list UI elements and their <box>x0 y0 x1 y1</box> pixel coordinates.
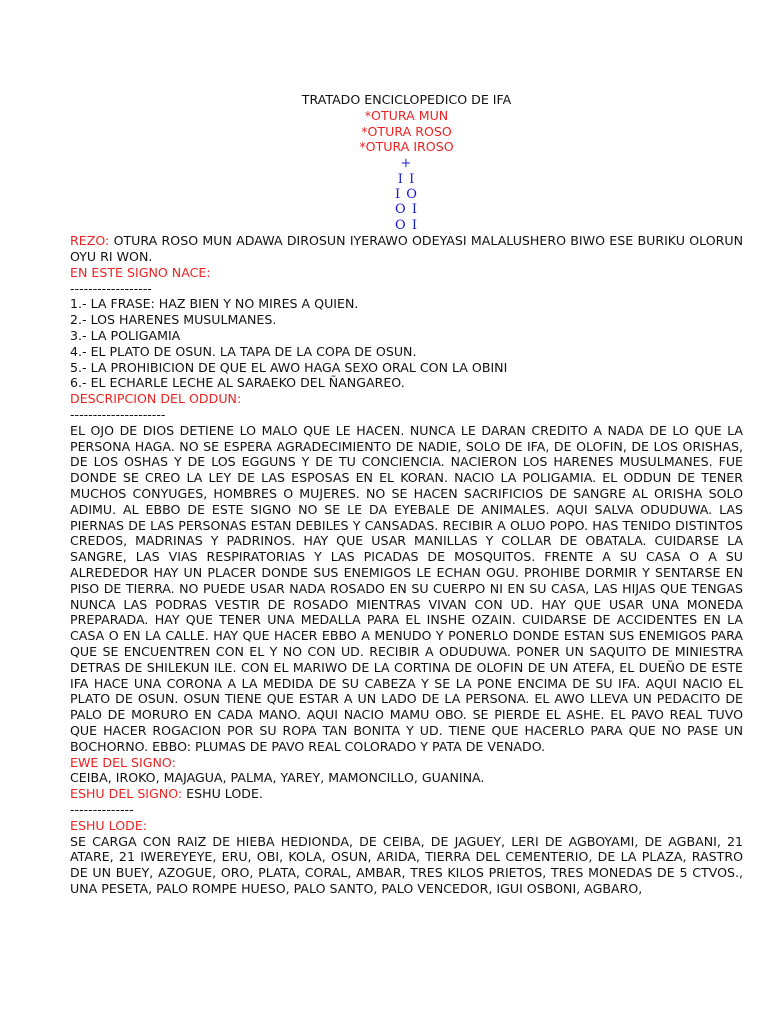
list-item: 6.- EL ECHARLE LECHE AL SARAEKO DEL ÑANGAREO. <box>70 375 405 391</box>
list-item: 2.- LOS HARENES MUSULMANES. <box>70 312 277 328</box>
nace-label: EN ESTE SIGNO NACE: <box>70 264 211 280</box>
descripcion-label: DESCRIPCION DEL ODDUN: <box>70 391 242 407</box>
eshu-signo-text: ESHU LODE. <box>186 786 263 802</box>
odu-figure-row-2: I O <box>395 187 418 202</box>
eshu-signo-section <box>70 786 743 818</box>
rezo-text: OTURA ROSO MUN ADAWA DIROSUN IYERAWO ODEYASI MALALUSHERO BIWO ESE BURIKU OLORUN OYU RI WON. <box>70 233 743 265</box>
odu-name-1: *OTURA MUN <box>364 107 449 123</box>
document-title: TRATADO ENCICLOPEDICO DE IFA <box>301 92 512 107</box>
odu-figure-mark: + <box>400 156 413 172</box>
nace-section <box>70 265 743 391</box>
descripcion-section <box>70 391 743 754</box>
odu-figure-row-1: I I <box>397 171 416 187</box>
descripcion-text: EL OJO DE DIOS DETIENE LO MALO QUE LE HACEN. NUNCA LE DARAN CREDITO A NADA DE LO QUE LA PERSONA HAGA. NO SE ESPERA AGRADECIMIENTO DE NADIE, SOLO DE IFA, DE OLOFIN, DE LOS ORISHAS, DE LOS OSHAS Y DE LOS EGGUNS Y DE TU CONCIENCIA. NACIERON LOS HARENES MUSULMANES. FUE DONDE SE CREO LA LEY DE LAS ESPOSAS EN EL KORAN. NACIO LA POLIGAMIA. EL ODDUN DE TENER MUCHOS CONYUGES, HOMBRES O MUJERES. NO SE HACEN SACRIFICIOS DE SANGRE AL ORISHA SOLO ADIMU. AL EBBO DE ESTE SIGNO NO SE LE DA EYEBALE DE ANIMALES. AQUI SALVA ODUDUWA. LAS PIERNAS DE LAS PERSONAS ESTAN DEBILES Y CANSADAS. RECIBIR A OLUO POPO. HAS TENIDO DISTINTOS CREDOS, MADRINAS Y PADRINOS. HAY QUE USAR MANILLAS Y COLLAR DE OBATALA. CUIDARSE LA SANGRE, LAS VIAS RESPIRATORIAS Y LAS PICADAS DE MOSQUITOS. FRENTE A SU CASA O A SU ALREDEDOR HAY UN PLACER DONDE SUS ENEMIGOS LE ECHAN OGU. PROHIBE DORMIR Y SENTARSE EN PISO DE TIERRA. NO PUEDE USAR NADA ROSADO EN SU CUERPO NI EN SU CASA, LAS HIJAS QUE TENGAS NUNCA LAS PODRAS VESTIR DE ROSADO MIENTRAS VIVAN CON UD. HAY QUE USAR UNA MONEDA PREPARADA. HAY QUE TENER UNA MEDALLA PARA EL INSHE OZAIN. CUIDARSE DE ACCIDENTES EN LA CASA O EN LA CALLE. HAY QUE HACER EBBO A MENUDO Y PONERLO DONDE ESTAN SUS ENEMIGOS PARA QUE SE ENCUENTREN CON EL Y NO CON UD. RECIBIR A ODUDUWA. PONER UN SAQUITO DE MINIESTRA DETRAS DE SHILEKUN ILE. CON EL MARIWO DE LA CORTINA DE OLOFIN DE UN ATEFA, EL DUEÑO DE ESTE IFA HACE UNA CORONA A LA MEDIDA DE SU CABEZA Y SE LA PONE ENCIMA DE SU IFA. AQUI NACIO EL PLATO DE OSUN. OSUN TIENE QUE ESTAR A UN LADO DE LA PERSONA. EL AWO LLEVA UN PEDACITO DE PALO DE MORURO EN CADA MANO. AQUI NACIO MAMU OBO. SE PIERDE EL ASHE. EL PAVO REAL TUVO QUE HACER ROGACION POR SU ROPA TAN BONITA Y UD. TIENE QUE HACERLO PARA QUE NO PASE UN BOCHORNO. EBBO: PLUMAS DE PAVO REAL COLORADO Y PATA DE VENADO. <box>70 422 743 754</box>
list-item: 1.- LA FRASE: HAZ BIEN Y NO MIRES A QUIEN. <box>70 296 359 312</box>
nace-divider: ------------------ <box>70 280 152 296</box>
odu-name-2: *OTURA ROSO <box>361 123 452 139</box>
rezo-label: REZO: <box>70 233 110 249</box>
descripcion-divider: --------------------- <box>70 406 166 422</box>
nace-list <box>70 296 743 391</box>
odu-name-3: *OTURA IROSO <box>359 139 454 155</box>
eshu-lode-text: SE CARGA CON RAIZ DE HIEBA HEDIONDA, DE CEIBA, DE JAGUEY, LERI DE AGBOYAMI, DE AGBANI, 21 ATARE, 21 IWEREYEYE, ERU, OBI, KOLA, OSUN, ARIDA, TIERRA DEL CEMENTERIO, DE LA PLAZA, RASTRO DE UN BUEY, AZOGUE, ORO, PLATA, CORAL, AMBAR, TRES KILOS PRIETOS, TRES MONEDAS DE 5 CTVOS., UNA PESETA, PALO ROMPE HUESO, PALO SANTO, PALO VENCEDOR, IGUI OSBONI, AGBARO, <box>70 833 743 896</box>
ewe-text: CEIBA, IROKO, MAJAGUA, PALMA, YAREY, MAMONCILLO, GUANINA. <box>70 770 485 786</box>
document-header <box>70 92 743 155</box>
eshu-signo-label: ESHU DEL SIGNO: <box>70 786 183 802</box>
rezo-section <box>70 233 743 265</box>
ewe-label: EWE DEL SIGNO: <box>70 754 176 770</box>
odu-figure-row-3: O I <box>395 202 418 218</box>
eshu-signo-divider: -------------- <box>70 801 134 817</box>
eshu-lode-label: ESHU LODE: <box>70 817 148 833</box>
odu-figure <box>70 156 743 233</box>
list-item: 3.- LA POLIGAMIA <box>70 328 181 343</box>
list-item: 4.- EL PLATO DE OSUN. LA TAPA DE LA COPA DE OSUN. <box>70 343 417 359</box>
ewe-section <box>70 755 743 787</box>
list-item: 5.- LA PROHIBICION DE QUE EL AWO HAGA SEXO ORAL CON LA OBINI <box>70 359 508 375</box>
eshu-lode-section <box>70 818 743 897</box>
odu-figure-row-4: O I <box>395 217 418 233</box>
